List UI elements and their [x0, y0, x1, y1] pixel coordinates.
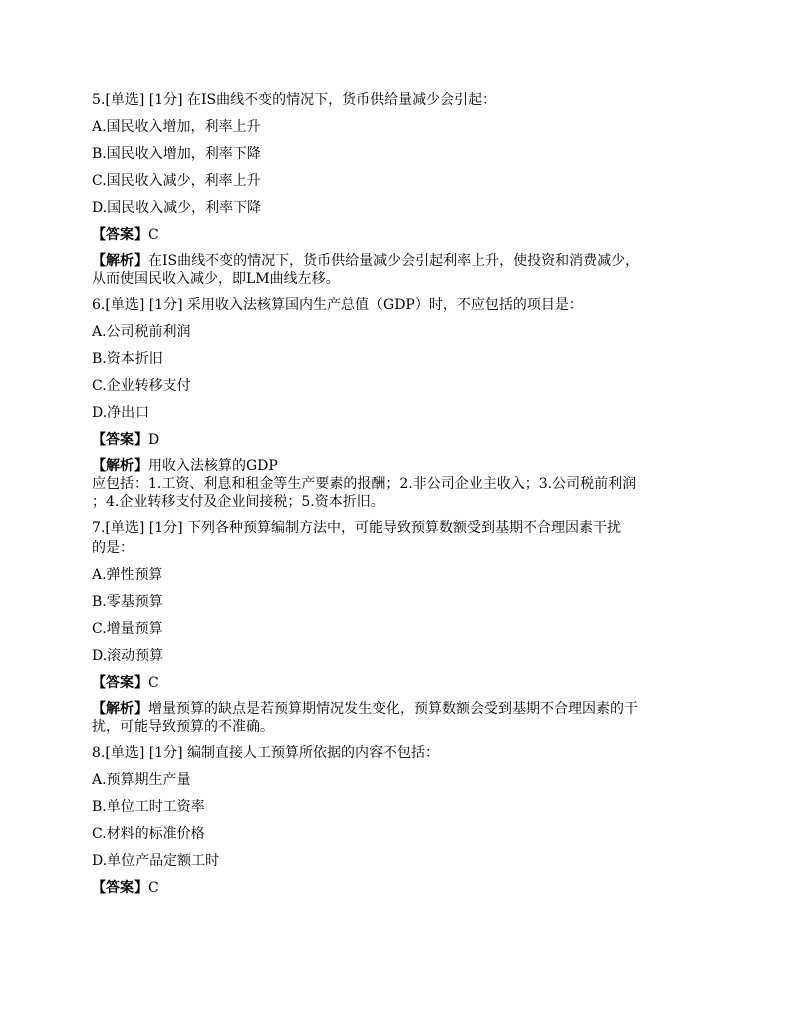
analysis-line: ；4.企业转移支付及企业间接税；5.资本折旧。 [92, 494, 385, 510]
option-a: A.弹性预算 [92, 567, 163, 583]
analysis-label: 【解析】 [92, 458, 148, 474]
analysis-text: 在IS曲线不变的情况下，货币供给量减少会引起利率上升，使投资和消费减少， [148, 253, 640, 269]
analysis-line: 扰，可能导致预算的不准确。 [92, 719, 274, 735]
option-d: D.国民收入减少，利率下降 [92, 200, 262, 216]
option-d: D.滚动预算 [92, 648, 164, 664]
analysis-line: 应包括：1.工资、利息和租金等生产要素的报酬；2.非公司企业主收入；3.公司税前利润 [92, 476, 637, 492]
analysis-label: 【解析】 [92, 253, 148, 269]
answer-row [92, 225, 714, 245]
option-b: B.单位工时工资率 [92, 799, 205, 815]
analysis-block [92, 700, 714, 736]
answer-value: D [148, 432, 160, 448]
stem-line: 的是： [92, 540, 134, 556]
option-c: C.企业转移支付 [92, 378, 191, 394]
question-stem: 5.[单选] [1分] 在IS曲线不变的情况下，货币供给量减少会引起： [92, 92, 497, 108]
question-stem: 8.[单选] [1分] 编制直接人工预算所依据的内容不包括： [92, 745, 440, 761]
answer-row [92, 878, 714, 898]
answer-row [92, 430, 714, 450]
analysis-line [92, 700, 714, 718]
question-8 [92, 743, 714, 898]
answer-value: C [148, 675, 159, 691]
stem-line: 7.[单选] [1分] 下列各种预算编制方法中，可能导致预算数额受到基期不合理因素干扰 [92, 520, 622, 536]
option-c: C.增量预算 [92, 621, 163, 637]
answer-value: C [148, 880, 159, 896]
question-7 [92, 518, 714, 736]
option-b: B.零基预算 [92, 594, 163, 610]
answer-label: 【答案】 [92, 227, 148, 243]
option-d: D.净出口 [92, 405, 150, 421]
question-stem: 6.[单选] [1分] 采用收入法核算国内生产总值（GDP）时，不应包括的项目是： [92, 297, 583, 313]
question-stem [92, 518, 714, 558]
question-6 [92, 295, 714, 511]
answer-label: 【答案】 [92, 432, 148, 448]
option-b: B.资本折旧 [92, 351, 163, 367]
analysis-line [92, 252, 714, 270]
question-5 [92, 90, 714, 288]
option-c: C.材料的标准价格 [92, 826, 205, 842]
analysis-line: 从而使国民收入减少，即LM曲线左移。 [92, 271, 340, 287]
analysis-block [92, 457, 714, 511]
option-d: D.单位产品定额工时 [92, 853, 220, 869]
answer-label: 【答案】 [92, 880, 148, 896]
answer-label: 【答案】 [92, 675, 148, 691]
option-a: A.预算期生产量 [92, 772, 191, 788]
option-a: A.国民收入增加，利率上升 [92, 119, 261, 135]
analysis-text: 用收入法核算的GDP [148, 458, 278, 474]
option-b: B.国民收入增加，利率下降 [92, 146, 261, 162]
analysis-text: 增量预算的缺点是若预算期情况发生变化，预算数额会受到基期不合理因素的干 [148, 701, 638, 717]
option-c: C.国民收入减少，利率上升 [92, 173, 261, 189]
analysis-label: 【解析】 [92, 701, 148, 717]
answer-value: C [148, 227, 159, 243]
answer-row [92, 673, 714, 693]
option-a: A.公司税前利润 [92, 324, 191, 340]
analysis-line [92, 457, 714, 475]
analysis-block [92, 252, 714, 288]
